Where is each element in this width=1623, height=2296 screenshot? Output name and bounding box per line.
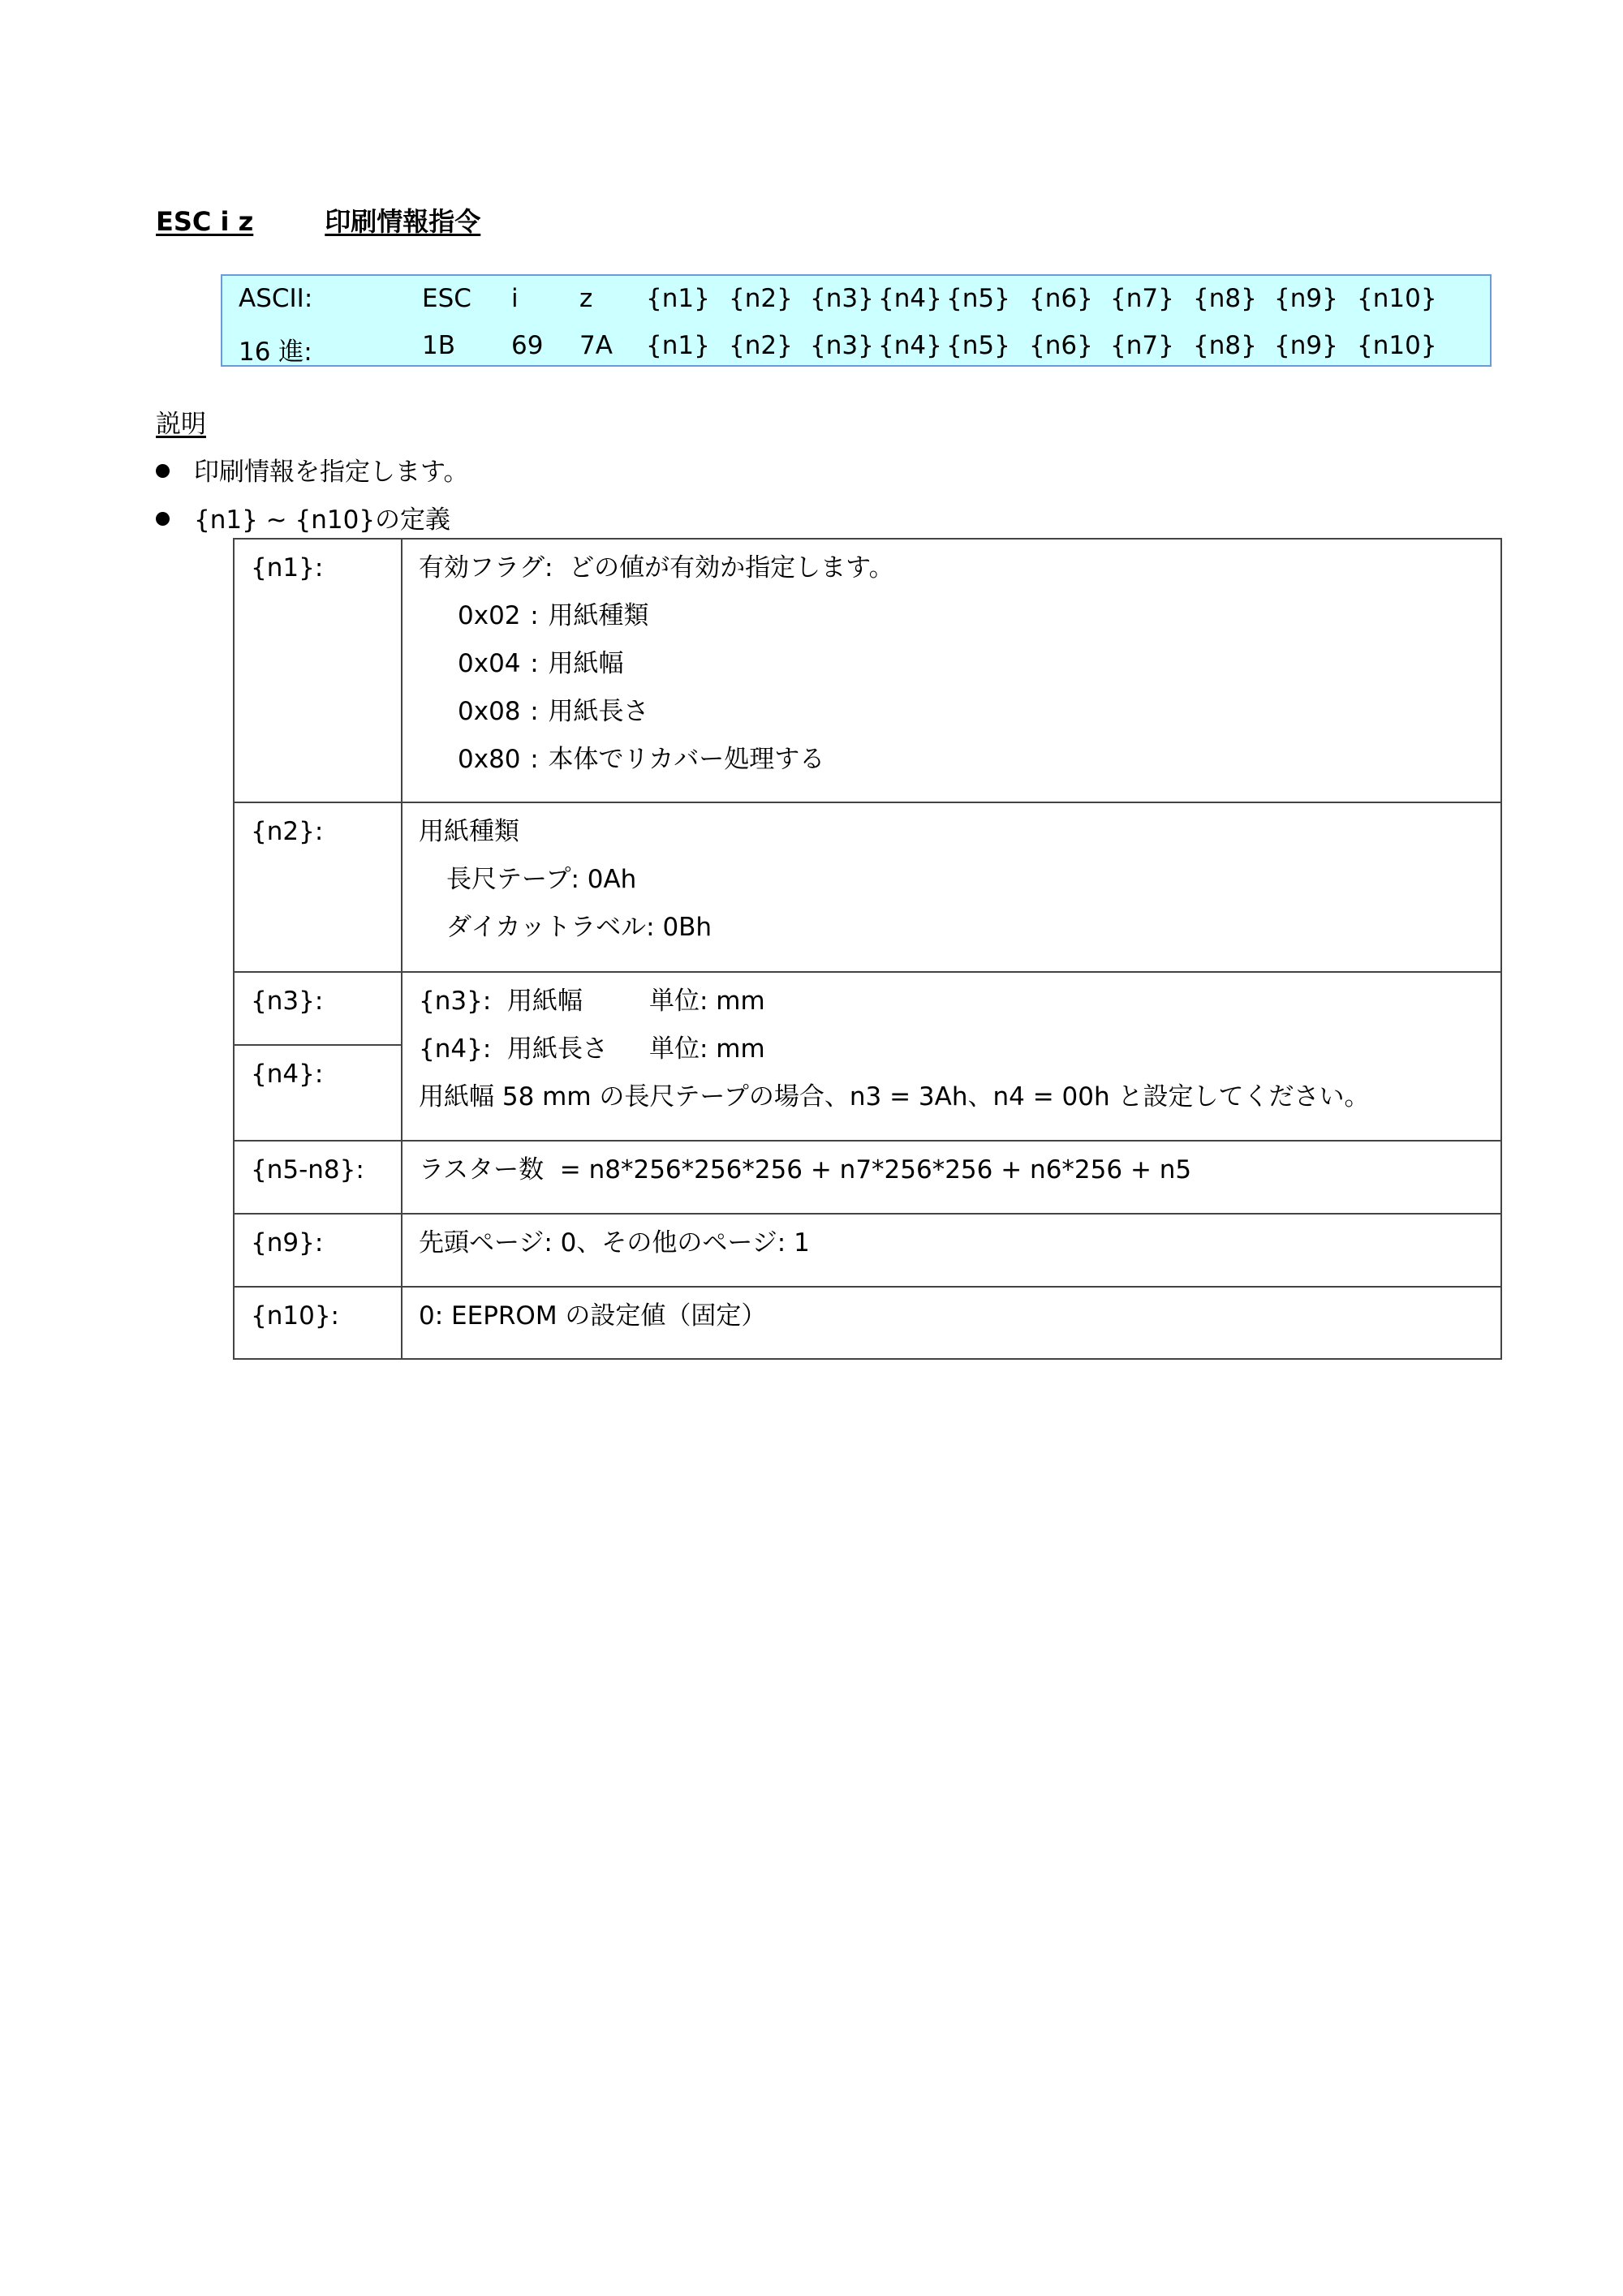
cell: {n3}	[810, 284, 874, 313]
param-unit: 単位: mm	[649, 987, 765, 1016]
flag-code: 0x08	[458, 697, 521, 726]
cell: {n5}	[946, 331, 1010, 360]
cell: {n2}	[729, 331, 793, 360]
value-text: 0: EEPROM の設定値（固定）	[419, 1301, 767, 1331]
param-unit: 単位: mm	[649, 1034, 765, 1064]
row-label: 16 進:	[239, 338, 312, 367]
key-cell	[234, 1045, 402, 1141]
cell: {n10}	[1357, 331, 1437, 360]
definition-table	[233, 538, 1502, 1360]
cell: {n7}	[1110, 331, 1174, 360]
key-label: {n3}:	[251, 987, 324, 1016]
cell: {n3}	[810, 331, 874, 360]
cell: 7A	[579, 331, 613, 360]
cell: {n5}	[946, 284, 1010, 313]
command-format-box	[221, 274, 1492, 367]
cell: {n8}	[1193, 284, 1257, 313]
key-cell	[234, 972, 402, 1045]
bullet-item	[156, 451, 469, 488]
bullet-text: 印刷情報を指定します。	[194, 458, 469, 487]
value-text: 有効フラグ: どの値が有効か指定します。	[419, 553, 894, 583]
value-cell	[402, 972, 1501, 1141]
heading-title: 印刷情報指令	[325, 206, 481, 237]
key-cell	[234, 539, 402, 802]
cell: {n4}	[878, 284, 942, 313]
key-label: {n5-n8}:	[251, 1155, 364, 1185]
flag-line	[419, 736, 1486, 784]
row-label: ASCII:	[239, 284, 313, 313]
flag-code: 0x80	[458, 745, 521, 774]
bullet-text: {n1} ~ {n10}の定義	[194, 505, 451, 535]
cell: {n7}	[1110, 284, 1174, 313]
cell: {n6}	[1029, 331, 1093, 360]
table-row	[234, 1141, 1501, 1214]
heading-command: ESC i z	[156, 206, 254, 237]
key-cell	[234, 802, 402, 972]
value-cell	[402, 802, 1501, 972]
cell: {n2}	[729, 284, 793, 313]
flag-sep: :	[530, 649, 539, 678]
cell: i	[511, 284, 519, 313]
key-label: {n4}:	[251, 1060, 324, 1089]
value-cell	[402, 539, 1501, 802]
cell: {n8}	[1193, 331, 1257, 360]
param-name: {n3}: 用紙幅	[419, 987, 583, 1016]
cell: {n1}	[646, 284, 710, 313]
key-label: {n1}:	[251, 553, 324, 583]
key-cell	[234, 1141, 402, 1214]
cell: z	[579, 284, 593, 313]
flag-code: 0x02	[458, 601, 521, 630]
page-heading	[156, 201, 480, 239]
flag-sep: :	[530, 601, 539, 630]
param-name: {n4}: 用紙長さ	[419, 1034, 608, 1064]
cell: {n6}	[1029, 284, 1093, 313]
value-text: ダイカットラベル: 0Bh	[446, 913, 712, 942]
key-cell	[234, 1287, 402, 1359]
value-text	[419, 1025, 1486, 1073]
key-label: {n10}:	[251, 1301, 339, 1331]
cell: {n1}	[646, 331, 710, 360]
key-cell	[234, 1214, 402, 1287]
cell: {n10}	[1357, 284, 1437, 313]
table-row	[234, 802, 1501, 972]
value-text: 長尺テープ: 0Ah	[446, 865, 637, 894]
flag-line	[419, 688, 1486, 736]
key-label: {n2}:	[251, 817, 324, 846]
value-text: 用紙幅 58 mm の長尺テープの場合、n3 = 3Ah、n4 = 00h と設定してください。	[419, 1082, 1370, 1111]
cell: 1B	[422, 331, 455, 360]
section-title: 説明	[156, 410, 206, 439]
value-text: 先頭ページ: 0、その他のページ: 1	[419, 1228, 810, 1258]
cell: {n9}	[1274, 331, 1338, 360]
value-cell	[402, 1141, 1501, 1214]
flag-desc: 用紙幅	[548, 649, 624, 678]
flag-code: 0x04	[458, 649, 521, 678]
key-label: {n9}:	[251, 1228, 324, 1258]
value-text: 用紙種類	[419, 817, 519, 846]
value-cell	[402, 1287, 1501, 1359]
cell: ESC	[422, 284, 471, 313]
cell: {n4}	[878, 331, 942, 360]
bullet-dot-icon	[156, 464, 170, 478]
table-row	[234, 539, 1501, 802]
value-text: ラスター数 = n8*256*256*256 + n7*256*256 + n6*256 + n5	[419, 1155, 1192, 1185]
table-row	[234, 1287, 1501, 1359]
bullet-item	[156, 499, 450, 535]
flag-line	[419, 592, 1486, 640]
flag-line	[419, 640, 1486, 688]
ascii-row	[222, 276, 1490, 323]
value-text	[419, 978, 1486, 1025]
flag-sep: :	[530, 745, 539, 774]
cell: 69	[511, 331, 544, 360]
value-cell	[402, 1214, 1501, 1287]
table-row	[234, 972, 1501, 1045]
flag-desc: 用紙長さ	[548, 697, 649, 726]
bullet-dot-icon	[156, 512, 170, 526]
flag-desc: 用紙種類	[548, 601, 649, 630]
hex-row	[222, 323, 1490, 370]
flag-sep: :	[530, 697, 539, 726]
flag-desc: 本体でリカバー処理する	[548, 745, 825, 774]
table-row	[234, 1214, 1501, 1287]
cell: {n9}	[1274, 284, 1338, 313]
